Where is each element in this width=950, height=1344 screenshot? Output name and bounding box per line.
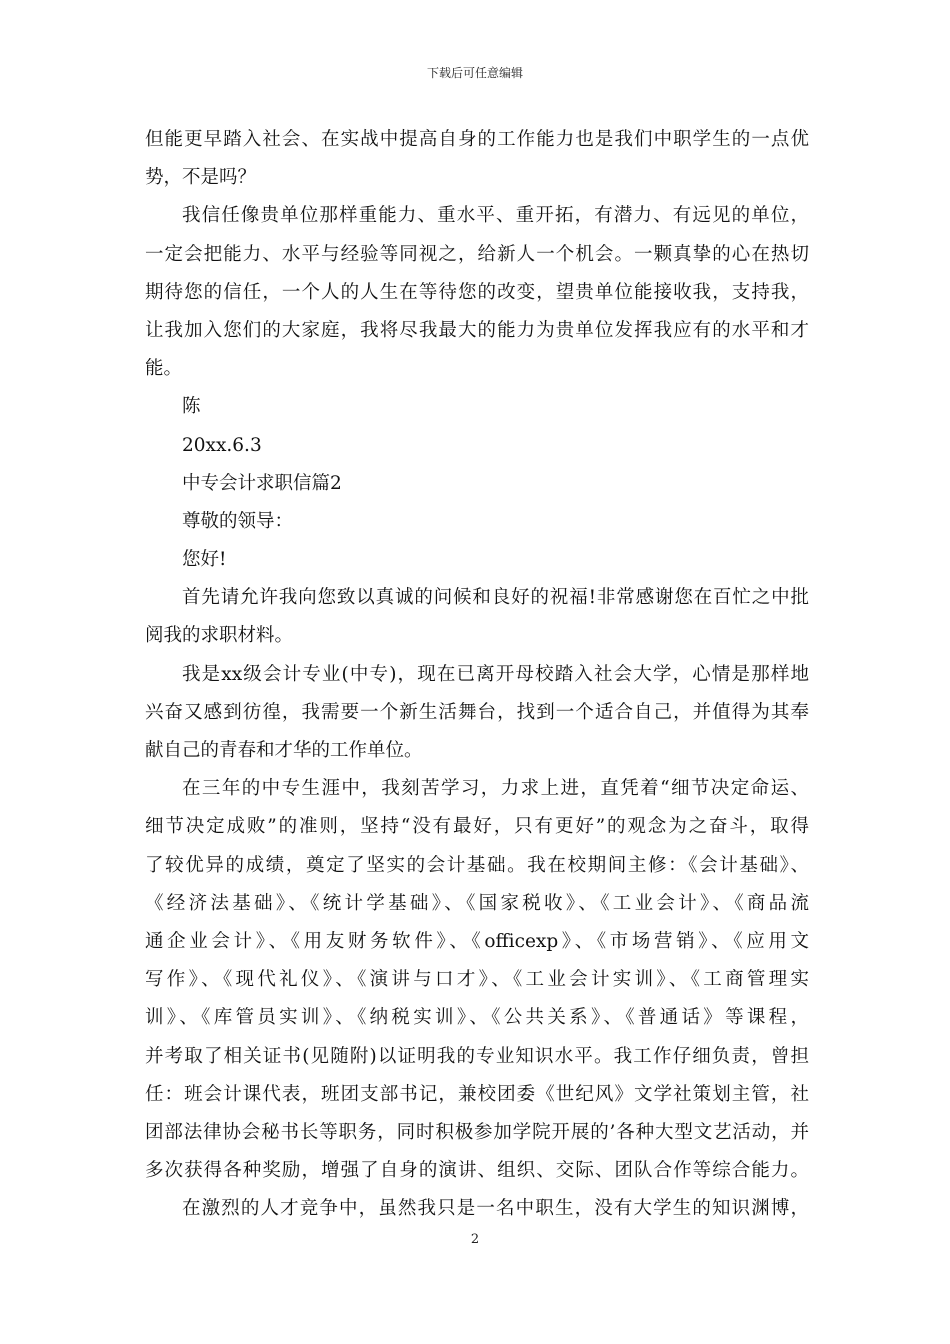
text-line: 细节决定成败”的准则，坚持“没有最好，只有更好”的观念为之奋斗，取得 xyxy=(145,816,809,838)
text-line: 但能更早踏入社会、在实战中提高自身的工作能力也是我们中职学生的一点优 xyxy=(145,129,809,150)
page-header: 下载后可任意编辑 xyxy=(426,66,523,80)
text-line: 多次获得各种奖励，增强了自身的演讲、组织、交际、团队合作等综合能力。 xyxy=(145,1160,809,1182)
text-line: 让我加入您们的大家庭，我将尽我最大的能力为贵单位发挥我应有的水平和才 xyxy=(145,319,809,341)
text-line: 团部法律协会秘书长等职务，同时积极参加学院开展的’各种大型文艺活动，并 xyxy=(145,1121,809,1143)
text-line: 《经济法基础》、《统计学基础》、《国家税收》、《工业会计》、《商品流 xyxy=(145,892,809,914)
text-line: 一定会把能力、水平与经验等同视之，给新人一个机会。一颗真挚的心在热切 xyxy=(145,243,809,265)
text-line: 兴奋又感到彷徨，我需要一个新生活舞台，找到一个适合自己，并值得为其奉 xyxy=(145,701,809,723)
text-line: 中专会计求职信篇2 xyxy=(182,472,342,494)
text-line: 献自己的青春和才华的工作单位。 xyxy=(145,740,423,761)
text-line: 阅我的求职材料。 xyxy=(145,625,294,647)
text-line: 势，不是吗？ xyxy=(145,167,257,189)
text-line: 并考取了相关证书(见随附)以证明我的专业知识水平。我工作仔细负责，曾担 xyxy=(145,1045,809,1067)
text-line: 在三年的中专生涯中，我刻苦学习，力求上进，直凭着“细节决定命运、 xyxy=(182,778,809,800)
text-line: 了较优异的成绩，奠定了坚实的会计基础。我在校期间主修：《会计基础》、 xyxy=(145,854,809,876)
text-line: 通企业会计》、《用友财务软件》、《officexp》、《市场营销》、《应用文 xyxy=(145,930,809,952)
text-line: 陈 xyxy=(182,396,201,418)
text-line: 任：班会计课代表，班团支部书记，兼校团委《世纪风》文学社策划主管，社 xyxy=(145,1083,809,1105)
text-line: 尊敬的领导： xyxy=(182,510,294,532)
text-line: 我信任像贵单位那样重能力、重水平、重开拓，有潜力、有远见的单位， xyxy=(182,205,809,227)
document-body xyxy=(145,121,809,1228)
text-line: 写作》、《现代礼仪》、《演讲与口才》、《工业会计实训》、《工商管理实 xyxy=(145,969,809,991)
text-line: 您好! xyxy=(182,549,227,571)
text-line: 首先请允许我向您致以真诚的问候和良好的祝福!非常感谢您在百忙之中批 xyxy=(182,587,809,609)
text-line: 训》、《库管员实训》、《纳税实训》、《公共关系》、《普通话》等课程， xyxy=(145,1007,809,1029)
text-line: 期待您的信任，一个人的人生在等待您的改变，望贵单位能接收我，支持我， xyxy=(145,281,809,303)
text-line: 在激烈的人才竞争中，虽然我只是一名中职生，没有大学生的知识渊博， xyxy=(182,1198,809,1220)
text-line: 我是xx级会计专业(中专)，现在已离开母校踏入社会大学，心情是那样地 xyxy=(182,663,809,685)
text-line: 20xx.6.3 xyxy=(182,434,262,456)
page-number: 2 xyxy=(470,1232,480,1247)
text-line: 能。 xyxy=(145,358,183,380)
